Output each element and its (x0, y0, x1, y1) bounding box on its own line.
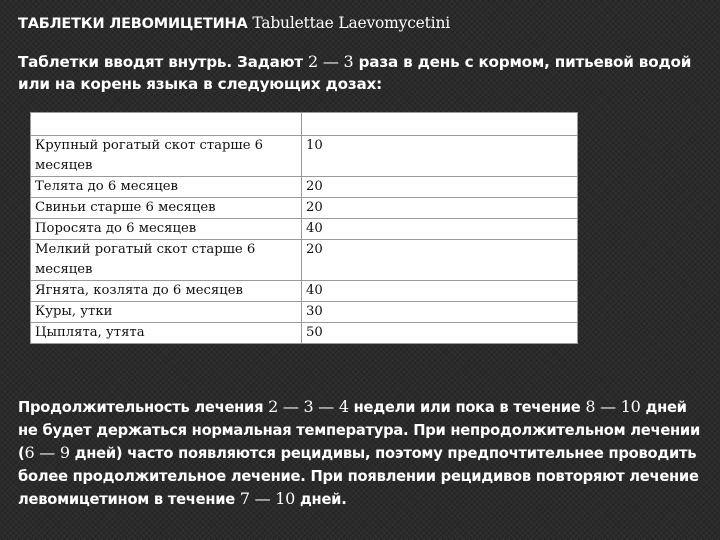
animal-cell: Ягнята, козлята до 6 месяцев (31, 281, 302, 302)
outro-days-2: 6 — 9 (24, 443, 70, 462)
outro-text-5: дней. (295, 491, 347, 508)
title-russian: ТАБЛЕТКИ ЛЕВОМИЦЕТИНА (18, 16, 248, 32)
animal-cell: Поросята до 6 месяцев (31, 219, 302, 240)
outro-text-4: дней) часто появляются рецидивы, поэтому предпочтительнее проводить более продолжительное лечение. При появлении рецидивов повторяют лечение левомицетином в течение (18, 445, 699, 508)
dose-cell: 30 (302, 302, 578, 323)
table-row (31, 219, 578, 240)
animal-cell: Свиньи старше 6 месяцев (31, 198, 302, 219)
animal-cell: Крупный рогатый скот старше 6 месяцев (31, 136, 302, 177)
intro-paragraph (18, 51, 702, 95)
outro-days-1: 8 — 10 (585, 397, 641, 416)
table-row (31, 177, 578, 198)
intro-frequency: 2 — 3 (308, 52, 354, 71)
table-row (31, 198, 578, 219)
dose-cell: 10 (302, 136, 578, 177)
outro-text-2: недели или пока в течение (348, 399, 586, 416)
header-cell-animal (31, 113, 302, 136)
dose-cell: 40 (302, 281, 578, 302)
animal-cell: Мелкий рогатый скот старше 6 месяцев (31, 240, 302, 281)
dose-cell: 20 (302, 240, 578, 281)
dose-cell: 50 (302, 323, 578, 344)
outro-text-3: дней не будет держаться нормальная температура. При непродолжительном лечении ( (18, 399, 701, 462)
outro-weeks: 2 — 3 — 4 (268, 397, 349, 416)
header-cell-dose (302, 113, 578, 136)
table-row (31, 136, 578, 177)
dose-cell: 40 (302, 219, 578, 240)
table-row (31, 240, 578, 281)
dose-cell: 20 (302, 177, 578, 198)
slide-title (18, 14, 708, 32)
table-row (31, 302, 578, 323)
outro-text-1: Продолжительность лечения (18, 399, 269, 416)
outro-days-3: 7 — 10 (239, 489, 296, 508)
dose-cell: 20 (302, 198, 578, 219)
title-latin: Tabulettae Laevomycetini (252, 14, 450, 32)
dosage-table (30, 112, 578, 344)
table-row (31, 281, 578, 302)
intro-text-2: раза в день с кормом, питьевой водой или на корень языка в следующих дозах: (18, 53, 692, 93)
intro-text-1: Таблетки вводят внутрь. Задают (18, 53, 308, 71)
treatment-paragraph (18, 396, 704, 512)
animal-cell: Цыплята, утята (31, 323, 302, 344)
animal-cell: Телята до 6 месяцев (31, 177, 302, 198)
animal-cell: Куры, утки (31, 302, 302, 323)
table-row (31, 323, 578, 344)
table-header-row (31, 113, 578, 136)
